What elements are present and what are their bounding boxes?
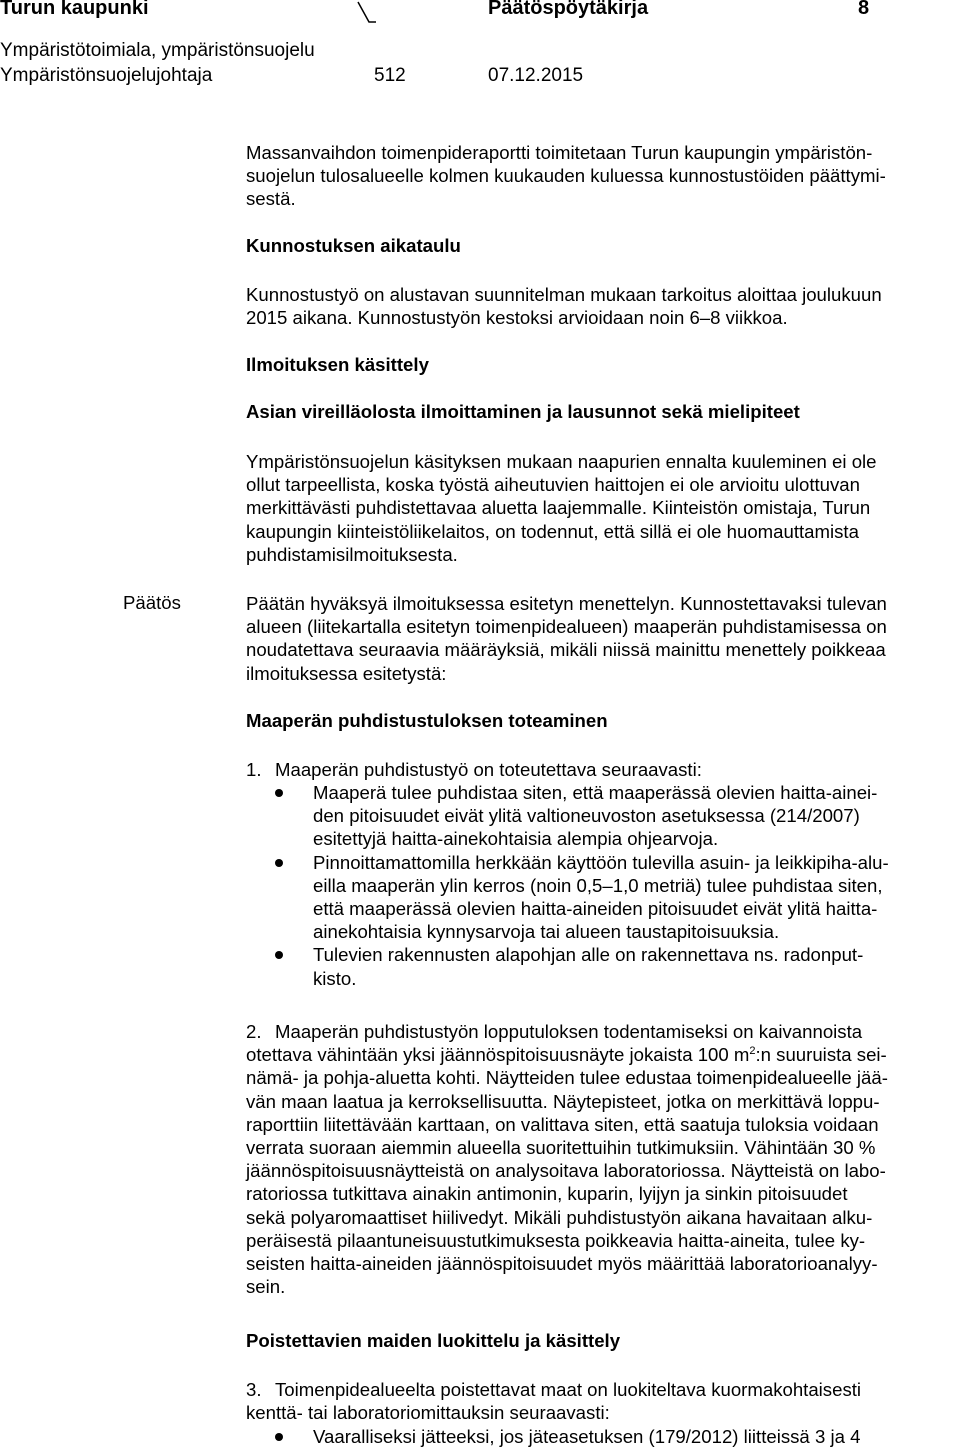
verification-heading: Maaperän puhdistustuloksen toteaminen (246, 710, 608, 731)
section-number: 512 (374, 65, 406, 86)
text-line: Maaperän puhdistustyön lopputuloksen todentamiseksi on kaivannoista (275, 1021, 863, 1042)
official-title: Ympäristönsuojelujohtaja (0, 65, 213, 86)
text-line: merkittävästi puhdistettavaa aluetta laajemmalle. Kiinteistön omistaja, Turun (246, 497, 871, 519)
text-line: Tulevien rakennusten alapohjan alle on rakennettava ns. radonput- (313, 944, 864, 966)
text-line: alueen (liitekartalla esitetyn toimenpidealueen) maaperän puhdistamisessa on (246, 616, 887, 638)
schedule-paragraph (246, 283, 955, 329)
text-line: peräisestä pilaantuneisuustutkimuksesta poikkeavia haitta-aineita, tulee ky- (246, 1229, 866, 1251)
schedule-heading: Kunnostuksen aikataulu (246, 235, 461, 256)
text-line: että maaperässä olevien haitta-aineiden pitoisuudet eivät ylitä haitta- (313, 898, 878, 920)
text-line: kisto. (313, 967, 357, 989)
text-line: Ympäristönsuojelun käsityksen mukaan naapurien ennalta kuuleminen ei ole (246, 451, 877, 472)
processing-subheading: Asian vireilläolosta ilmoittaminen ja lausunnot sekä mielipiteet (246, 401, 800, 422)
document-type: Päätöspöytäkirja (488, 0, 649, 19)
bullet-icon (275, 1433, 283, 1441)
text-line: seisten haitta-aineiden jäännöspitoisuudet myös määrittää laboratorioanalyy- (246, 1253, 878, 1275)
decision-paragraph (246, 592, 955, 685)
text-line: esitettyjä haitta-ainekohtaisia alempia ohjearvoja. (313, 828, 719, 850)
item2-paragraph (246, 1020, 955, 1298)
text-line: verrata suoraan aiemmin alueella suoritettuihin tutkimuksiin. Vähintään 30 % (246, 1137, 876, 1159)
text-line: noudatettava seuraavia määräyksiä, mikäli niissä mainittu menettely poikkeaa (246, 639, 886, 661)
decision-label: Päätös (123, 592, 181, 613)
list-item (246, 1425, 956, 1448)
item-number: 2. (246, 1021, 262, 1042)
text-line: jäännöspitoisuusnäytteistä on analysoitava laboratoriossa. Näytteistä on labo- (246, 1160, 886, 1182)
text-fragment: otettava vähintään yksi jäännöspitoisuusnäyte jokaista 100 m (246, 1044, 750, 1066)
item-number: 1. (246, 759, 262, 780)
text-line: Massanvaihdon toimenpideraportti toimitetaan Turun kaupungin ympäristön- (246, 142, 873, 163)
item-text: Maaperän puhdistustyö on toteutettava seuraavasti: (275, 759, 702, 780)
list-item (246, 943, 956, 989)
text-fragment: :n suuruista sei- (755, 1044, 887, 1066)
text-line: eilla maaperän ylin kerros (noin 0,5–1,0 metriä) tulee puhdistaa siten, (313, 874, 883, 896)
processing-paragraph (246, 450, 955, 566)
text-line: nämä- ja pohja-aluetta kohti. Näytteiden tulee edustaa toimenpidealueelle jää- (246, 1067, 888, 1089)
meeting-date: 07.12.2015 (488, 65, 584, 86)
intro-paragraph (246, 141, 955, 211)
text-line: Vaaralliseksi jätteeksi, jos jäteasetuksen (179/2012) liitteissä 3 ja 4 (313, 1426, 861, 1447)
superscript: 2 (749, 1045, 756, 1058)
text-line: puhdistamisilmoituksesta. (246, 543, 458, 565)
connector-line-icon (355, 0, 379, 28)
text-line: kaupungin kiinteistöliikelaitos, on todennut, että sillä ei ole huomauttamista (246, 520, 859, 542)
text-line: sekä polyaromaattiset hiilivedyt. Mikäli puhdistustyön aikana havaitaan alku- (246, 1206, 873, 1228)
list-item (246, 781, 956, 851)
text-line: sestä. (246, 188, 296, 210)
text-line (246, 1043, 955, 1066)
processing-heading: Ilmoituksen käsittely (246, 354, 429, 375)
text-line: Kunnostustyö on alustavan suunnitelman mukaan tarkoitus aloittaa joulukuun (246, 284, 882, 305)
bullet-list (246, 1425, 956, 1448)
text-line: kenttä- tai laboratoriomittauksin seuraavasti: (246, 1402, 610, 1424)
text-line: ilmoituksessa esitetystä: (246, 662, 447, 684)
department: Ympäristötoimiala, ympäristönsuojelu (0, 40, 315, 61)
removal-heading: Poistettavien maiden luokittelu ja käsittely (246, 1330, 621, 1351)
bullet-icon (275, 859, 283, 867)
text-line: Toimenpidealueelta poistettavat maat on luokiteltava kuormakohtaisesti (275, 1379, 862, 1400)
text-line: ollut tarpeellista, koska työstä aiheutuvien haittojen ei ole arvioitu ulottuvan (246, 474, 860, 496)
list-item (246, 851, 956, 944)
bullet-icon (275, 951, 283, 959)
text-line: raporttiin liitettävään karttaan, on valittava siten, että saatuja tuloksia voidaan (246, 1113, 879, 1135)
text-line: Maaperä tulee puhdistaa siten, että maaperässä olevien haitta-ainei- (313, 782, 878, 803)
text-line: Päätän hyväksyä ilmoituksessa esitetyn menettelyn. Kunnostettavaksi tulevan (246, 593, 887, 614)
text-line: den pitoisuudet eivät ylitä valtioneuvoston asetuksessa (214/2007) (313, 805, 860, 827)
bullet-list (246, 781, 956, 990)
text-line: 2015 aikana. Kunnostustyön kestoksi arvioidaan noin 6–8 viikkoa. (246, 307, 788, 329)
text-line: ratoriossa tutkittava ainakin antimonin, kuparin, lyijyn ja sinkin pitoisuudet (246, 1183, 848, 1205)
text-line: vän maan laatua ja kerroksellisuutta. Näytepisteet, jotka on merkittävä loppu- (246, 1090, 880, 1112)
text-line: Pinnoittamattomilla herkkään käyttöön tulevilla asuin- ja leikkipiha-alu- (313, 851, 889, 873)
item3-paragraph (246, 1378, 955, 1424)
page-number: 8 (858, 0, 870, 19)
text-line: ainekohtaisia kynnysarvoja tai alueen taustapitoisuuksia. (313, 921, 780, 943)
item-number: 3. (246, 1379, 262, 1400)
text-line: sein. (246, 1276, 286, 1298)
text-line: suojelun tulosalueelle kolmen kuukauden kuluessa kunnostustöiden päättymi- (246, 165, 886, 187)
bullet-icon (275, 789, 283, 797)
org-name: Turun kaupunki (0, 0, 149, 19)
